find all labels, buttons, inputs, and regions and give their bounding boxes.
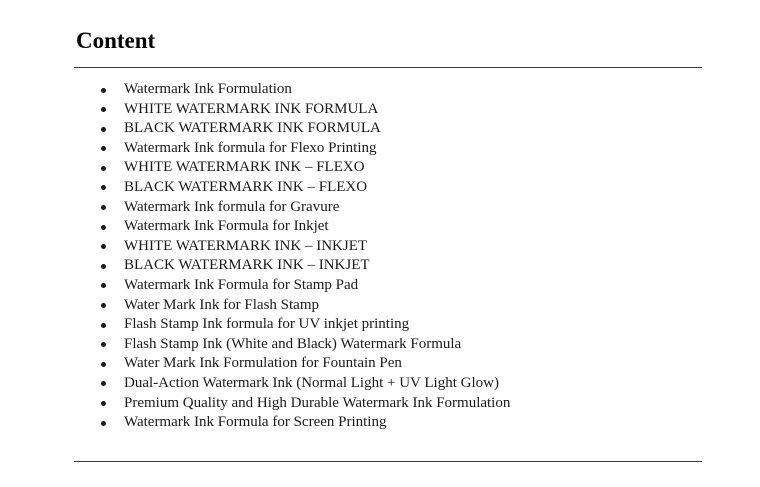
bullet-icon xyxy=(101,264,106,269)
list-item-text: Watermark Ink Formula for Stamp Pad xyxy=(124,276,359,293)
list-item-text: WHITE WATERMARK INK – FLEXO xyxy=(124,159,365,176)
bullet-icon xyxy=(101,166,106,171)
bullet-icon xyxy=(101,421,106,426)
bullet-icon xyxy=(101,127,106,132)
list-item[interactable] xyxy=(0,139,510,159)
list-item[interactable] xyxy=(0,198,510,218)
list-item-text: Watermark Ink Formula for Inkjet xyxy=(124,218,329,235)
list-item[interactable] xyxy=(0,276,510,296)
content-list xyxy=(0,80,510,433)
bullet-icon xyxy=(101,283,106,288)
list-item-text: Flash Stamp Ink formula for UV inkjet printing xyxy=(124,316,410,333)
bottom-divider xyxy=(74,461,702,462)
list-item[interactable] xyxy=(0,296,510,316)
list-item[interactable] xyxy=(0,354,510,374)
list-item-text: WHITE WATERMARK INK FORMULA xyxy=(124,100,379,117)
list-item-text: Watermark Ink Formulation xyxy=(124,81,292,97)
list-item[interactable] xyxy=(0,374,510,394)
list-item[interactable] xyxy=(0,237,510,257)
list-item[interactable] xyxy=(0,335,510,355)
list-item-text: Flash Stamp Ink (White and Black) Watermark Formula xyxy=(124,335,462,352)
content-heading: Content xyxy=(76,28,156,53)
list-item-text: Watermark Ink formula for Gravure xyxy=(124,198,340,215)
bullet-icon xyxy=(101,107,106,112)
list-item-text: Water Mark Ink for Flash Stamp xyxy=(124,296,319,313)
list-item-text: Dual-Action Watermark Ink (Normal Light + UV Light Glow) xyxy=(124,374,499,391)
bullet-icon xyxy=(101,342,106,347)
list-item[interactable] xyxy=(0,394,510,414)
list-item-text: BLACK WATERMARK INK – INKJET xyxy=(124,257,370,274)
list-item-text: Watermark Ink formula for Flexo Printing xyxy=(124,139,377,156)
list-item[interactable] xyxy=(0,158,510,178)
list-item-text: Watermark Ink Formula for Screen Printing xyxy=(124,414,387,431)
bullet-icon xyxy=(101,88,106,93)
bullet-icon xyxy=(101,323,106,328)
bullet-icon xyxy=(101,225,106,230)
list-item[interactable] xyxy=(0,80,510,100)
list-item-text: Water Mark Ink Formulation for Fountain Pen xyxy=(124,355,402,372)
list-item[interactable] xyxy=(0,256,510,276)
top-divider xyxy=(74,67,702,68)
bullet-icon xyxy=(101,401,106,406)
bullet-icon xyxy=(101,362,106,367)
list-item-text: Premium Quality and High Durable Watermark Ink Formulation xyxy=(124,394,511,411)
bullet-icon xyxy=(101,205,106,210)
list-item[interactable] xyxy=(0,178,510,198)
bullet-icon xyxy=(101,381,106,386)
bullet-icon xyxy=(101,146,106,151)
bullet-icon xyxy=(101,244,106,249)
bullet-icon xyxy=(101,303,106,308)
list-item-text: BLACK WATERMARK INK – FLEXO xyxy=(124,178,368,195)
list-item[interactable] xyxy=(0,315,510,335)
list-item-text: WHITE WATERMARK INK – INKJET xyxy=(124,237,368,254)
list-item[interactable] xyxy=(0,413,510,433)
bullet-icon xyxy=(101,185,106,190)
list-item[interactable] xyxy=(0,119,510,139)
list-item-text: BLACK WATERMARK INK FORMULA xyxy=(124,120,381,137)
list-item[interactable] xyxy=(0,100,510,120)
list-item[interactable] xyxy=(0,217,510,237)
